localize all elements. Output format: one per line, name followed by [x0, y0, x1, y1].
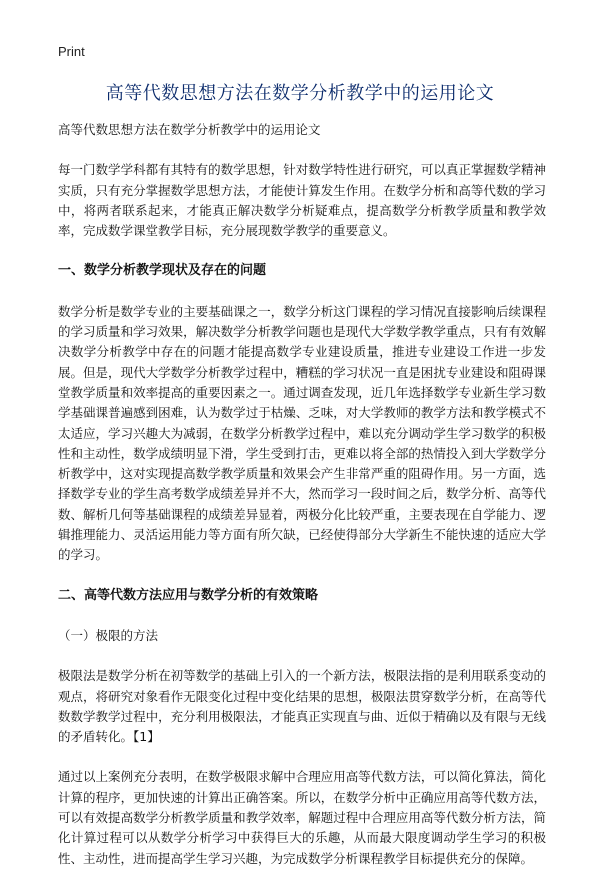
section-1-heading: 一、数学分析教学现状及存在的问题 [58, 263, 267, 279]
print-link[interactable]: Print [58, 44, 85, 59]
section-1-paragraph: 数学分析是数学专业的主要基础课之一，数学分析这门课程的学习情况直接影响后续课程的学习质量和学习效果，解决数学分析教学问题也是现代大学数学教学重点，只有有效解决数学分析教学中存在的问题才能提高数学专业建设质量，推进专业建设工作进一步发展。但是，现代大学数学分析教学过程中，糟糕的学习状况一直是困扰专业建设和阻碍课堂教学质量和效率提高的重要因素之一。通过调查发现，近几年选择数学专业新生学习数学基础课普遍感到困难，认为数学过于枯燥、乏味，对大学教师的教学方法和教学模式不太适应，学习兴趣大为减弱，在数学分析教学过程中，难以充分调动学生学习数学的积极性和主动性，数学成绩明显下滑，学生受到打击，更难以将全部的热情投入到大学数学分析教学中，这对实现提高数学教学质量和效果会产生非常严重的阻碍作用。另一方面，选择数学专业的学生高考数学成绩差异并不大，然而学习一段时间之后，数学分析、高等代数、解析几何等基础课程的成绩差异显着，两极分化比较严重，主要表现在自学能力、逻辑推理能力、灵活运用能力等方面有所欠缺，已经使得部分大学新生不能快速的适应大学的学习。 [58, 303, 546, 563]
subsection-limit-heading: （一）极限的方法 [58, 627, 159, 643]
intro-paragraph: 每一门数学学科都有其特有的数学思想，针对数学特性进行研究，可以真正掌握数学精神实质，只有充分掌握数学思想方法，才能使计算发生作用。在数学分析和高等代数的学习中，将两者联系起来，才能真正解决数学分析疑难点，提高数学分析教学质量和教学效率，完成数学课堂教学目标，充分展现数学教学的重要意义。 [58, 162, 546, 239]
subsection-limit-paragraph-2: 通过以上案例充分表明，在数学极限求解中合理应用高等代数方法，可以简化算法，简化计算的程序，更加快速的计算出正确答案。所以，在数学分析中正确应用高等代数方法，可以有效提高数学分析教学质量和教学效率，解题过程中合理应用高等代数分析方法，简化计算过程可以从数学分析学习中获得巨大的乐趣，从而最大限度调动学生学习的积极性、主动性，进而提高学生学习兴趣，为完成数学分析课程教学目标提供充分的保障。 [58, 769, 546, 866]
subsection-limit-paragraph-1: 极限法是数学分析在初等数学的基础上引入的一个新方法，极限法指的是利用联系变动的观点，将研究对象看作无限变化过程中变化结果的思想，极限法贯穿数学分析，在高等代数数学教学过程中，充分利用极限法，才能真正实现直与曲、近似于精确以及有限与无线的矛盾转化。【1】 [58, 668, 546, 745]
document-subtitle: 高等代数思想方法在数学分析教学中的运用论文 [58, 122, 321, 137]
section-2-heading: 二、高等代数方法应用与数学分析的有效策略 [58, 587, 319, 603]
article-body [58, 120, 546, 889]
document-title: 高等代数思想方法在数学分析教学中的运用论文 [105, 83, 495, 104]
